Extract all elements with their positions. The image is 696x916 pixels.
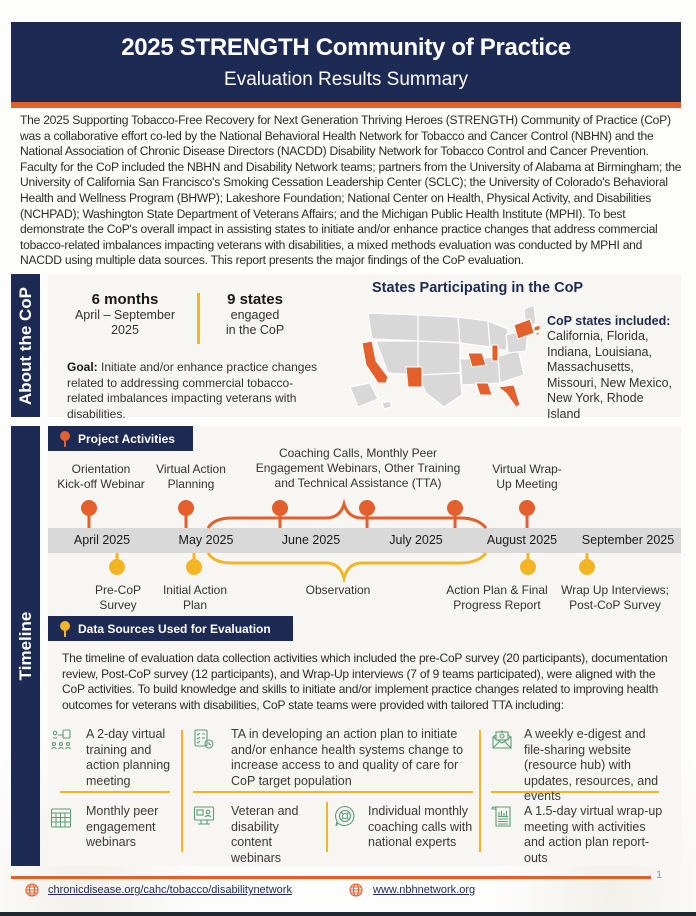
states-list-label: CoP states included:: [547, 314, 671, 328]
tta-item: A 2-day virtual training and action planning meeting: [86, 727, 171, 788]
data-sources-header-label: Data Sources Used for Evaluation: [78, 621, 271, 636]
email-envelope-icon: [491, 728, 513, 750]
goal-label: Goal:: [67, 360, 98, 374]
report-document-icon: [491, 805, 513, 827]
calendar-grid-icon: [50, 807, 72, 829]
tta-item: Monthly peer engagement webinars: [86, 804, 159, 850]
tta-divider-vertical: [326, 802, 328, 852]
tta-divider-vertical: [181, 730, 183, 852]
datasource-iap-line2: Plan: [182, 598, 208, 612]
section-tab-timeline: [11, 426, 40, 866]
globe-icon: [349, 883, 363, 897]
map-title: States Participating in the CoP: [372, 280, 584, 296]
stat-duration-line1: April – September: [74, 308, 176, 322]
datasource-iap-line1: Initial Action: [162, 583, 228, 597]
month-july: July 2025: [389, 533, 443, 547]
section-tab-about: [11, 274, 40, 417]
datasource-fpr-line1: Action Plan & Final: [446, 583, 548, 597]
intro-paragraph: The 2025 Supporting Tobacco-Free Recovery for Next Generation Thriving Heroes (STRENGTH) Community of Practice (CoP) was a collaborative effort co-led by the National Behavioral Health Network for Tobacco and Cancer Control (NBHN) and the National Association of Chronic Disease Directors (NACDD) Disability Network for Tobacco Control and Cancer Prevention. Faculty for the CoP included the NBHN and Disability Network teams; partners from the University of Alabama at Birmingham; the University of California San Francisco's Smoking Cessation Leadership Center (SCLC); the University of Colorado's Behavioral Health and Wellness Program (BHWP); Lakeshore Foundation; National Center on Health, Physical Activity, and Disabilities (NCHPAD); Washington State Department of Veterans Affairs; and the Michigan Public Health Institute (MPHI). To best demonstrate the CoP's overall impact in assisting states to initiate and/or enhance practice changes that address commercial tobacco-related imbalances impacting veterans with disabilities, a mixed methods evaluation was conducted by MPHI and NACDD using multiple data sources. This report presents the major findings of the CoP evaluation.: [20, 113, 682, 268]
activity-coaching-line1: Coaching Calls, Monthly Peer: [278, 446, 438, 460]
activity-coaching-line3: and Technical Assistance (TTA): [274, 476, 442, 490]
stat-states-value: 9 states: [227, 291, 283, 308]
activity-orientation-line2: Kick-off Webinar: [57, 477, 145, 491]
datasource-wui-line2: Post-CoP Survey: [569, 598, 661, 612]
map-state-rhode-island: [536, 332, 539, 335]
activity-orientation-line1: Orientation: [71, 462, 131, 476]
datasource-initial-action-plan: [163, 583, 227, 613]
us-states-map: [348, 303, 540, 411]
activity-wrap-up-meeting: [492, 462, 562, 492]
datasource-pre-cop-line1: Pre-CoP: [94, 583, 142, 597]
stat-states-line2: in the CoP: [225, 323, 285, 337]
datasource-pre-cop-line2: Survey: [99, 598, 137, 612]
tta-item: A weekly e-digest and file-sharing website (resource hub) with updates, resources, and events: [524, 727, 659, 804]
map-region-alaska: [350, 383, 378, 407]
stat-duration-value: 6 months: [91, 291, 159, 308]
page-title: 2025 STRENGTH Community of Practice: [121, 34, 571, 61]
orange-pin-icon: [60, 431, 70, 447]
tta-item: TA in developing an action plan to initiate and/or enhance health systems change to increase access to and quality of care for CoP target population: [231, 727, 464, 788]
activity-coaching-line2: Engagement Webinars, Other Training: [255, 461, 461, 475]
gold-pin-icon: [60, 621, 70, 637]
map-state-massachusetts: [534, 325, 540, 331]
map-state-florida: [498, 385, 520, 407]
map-state-indiana: [492, 345, 498, 361]
activity-wrapup-line2: Up Meeting: [496, 477, 558, 491]
map-region-upper-midwest: [458, 317, 490, 347]
map-region-southeast: [498, 349, 524, 383]
lifebuoy-chat-icon: [334, 805, 356, 827]
computer-webinar-icon: [193, 805, 215, 827]
map-region-hawaii: [382, 401, 392, 409]
tta-divider-vertical: [479, 730, 481, 852]
map-region-north-central: [418, 315, 460, 343]
datasource-wrap-up-interviews: [561, 583, 669, 613]
footer-link-nbhn[interactable]: www.nbhnetwork.org: [373, 884, 476, 896]
activity-coaching-calls: [256, 446, 461, 491]
datasource-observation: [306, 583, 371, 598]
stat-duration: [70, 292, 180, 338]
globe-icon: [25, 883, 39, 897]
project-activities-header: [48, 426, 193, 451]
stat-states-line1: engaged: [230, 308, 280, 322]
activity-vap-line1: Virtual Action: [156, 462, 226, 476]
training-meeting-icon: [50, 729, 72, 751]
datasource-final-progress-report: [446, 583, 547, 613]
datasource-observation-line1: Observation: [305, 583, 371, 597]
banner-accent-stripe: [11, 102, 681, 108]
datasource-wui-line1: Wrap Up Interviews;: [561, 583, 669, 597]
activity-virtual-action-planning: [156, 462, 226, 492]
title-banner: [11, 22, 681, 102]
goal-statement: [67, 360, 327, 422]
window-bottom-edge: [0, 912, 696, 916]
tta-item: Individual monthly coaching calls with national experts: [368, 804, 473, 850]
map-state-new-york: [514, 319, 534, 339]
activity-wrapup-line1: Virtual Wrap-: [492, 462, 562, 476]
tta-item: Veteran and disability content webinars: [231, 804, 299, 865]
datasource-fpr-line2: Progress Report: [453, 598, 541, 612]
page-subtitle: Evaluation Results Summary: [224, 69, 468, 90]
map-state-new-mexico: [406, 367, 422, 387]
month-september: September 2025: [581, 533, 675, 547]
datasource-pre-cop-survey: [95, 583, 141, 613]
map-region-plains: [418, 341, 460, 375]
goal-text: Initiate and/or enhance practice changes related to addressing commercial tobacco-related imbalances impacting veterans with disabilities.: [67, 360, 318, 421]
tta-item: A 1.5-day virtual wrap-up meeting with activities and action plan report-outs: [524, 804, 663, 865]
month-april: April 2025: [73, 533, 131, 547]
section-tab-timeline-label: Timeline: [15, 611, 35, 681]
page-number: 1: [656, 869, 663, 881]
activity-orientation: [57, 462, 145, 492]
footer-rule: [11, 876, 651, 879]
stat-states: [200, 292, 310, 338]
map-region-northwest: [368, 313, 418, 341]
map-state-louisiana: [476, 383, 492, 395]
stat-duration-line2: 2025: [111, 323, 139, 337]
project-activities-header-label: Project Activities: [78, 431, 175, 446]
tta-divider-horizontal: [60, 791, 170, 793]
month-may: May 2025: [178, 533, 234, 547]
data-sources-header: [48, 616, 293, 641]
footer-link-disability-network[interactable]: chronicdisease.org/cahc/tobacco/disabilitynetwork: [48, 884, 292, 896]
section-tab-about-label: About the CoP: [15, 286, 35, 405]
states-list: California, Florida, Indiana, Louisiana, Massachusetts, Missouri, New Mexico, New York, Rhode Island: [547, 329, 673, 421]
checklist-clock-icon: [193, 728, 215, 750]
tta-divider-horizontal: [193, 791, 473, 793]
map-region-texas: [418, 373, 462, 407]
data-sources-paragraph: The timeline of evaluation data collection activities which included the pre-CoP survey (20 participants), documentation review, Post-CoP survey (12 participants), and Wrap-Up interviews (7 of 9 teams participated), were aligned with the CoP activities. To build knowledge and skills to initiate and/or implement practice changes related to improving health outcomes for veterans with disabilities, CoP state teams were provided with tailored TTA including:: [62, 651, 668, 712]
month-june: June 2025: [281, 533, 341, 547]
month-august: August 2025: [486, 533, 558, 547]
activity-vap-line2: Planning: [167, 477, 215, 491]
